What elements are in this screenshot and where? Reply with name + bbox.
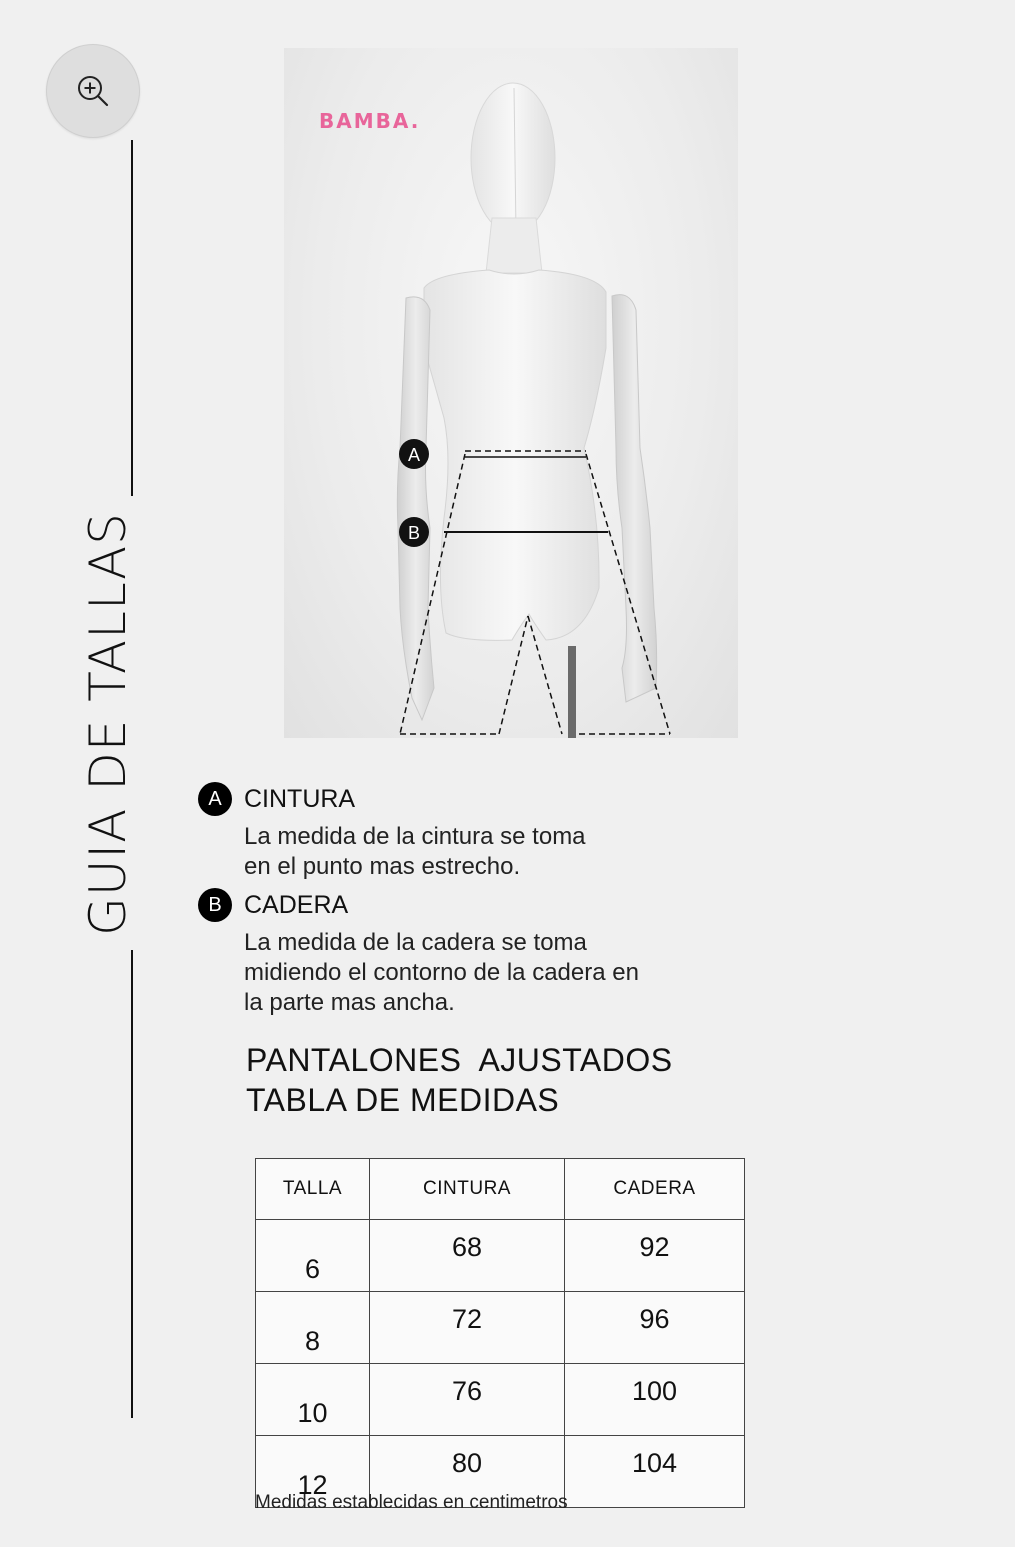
table-header-row — [256, 1159, 745, 1220]
brand-logo: BAMBA. — [319, 109, 421, 133]
table-row — [256, 1220, 745, 1292]
desc-line: en el punto mas estrecho. — [244, 853, 521, 880]
desc-line: midiendo el contorno de la cadera en — [244, 959, 639, 986]
zoom-button[interactable] — [46, 44, 140, 138]
header-cintura: CINTURA — [370, 1159, 565, 1220]
measure-cintura — [198, 782, 758, 882]
measure-name: CADERA — [244, 890, 349, 919]
table-title-line-2: TABLA DE MEDIDAS — [246, 1082, 560, 1118]
measure-name: CINTURA — [244, 784, 356, 813]
desc-line: La medida de la cintura se toma — [244, 823, 586, 850]
footnote: Medidas establecidas en centimetros — [255, 1492, 568, 1513]
divider-line-top — [131, 140, 133, 496]
table-row — [256, 1292, 745, 1364]
table-row — [256, 1364, 745, 1436]
marker-b — [399, 517, 429, 547]
cell-cadera: 104 — [565, 1436, 745, 1508]
side-title: GUIA DE TALLAS — [79, 512, 137, 936]
cell-talla: 6 — [256, 1220, 370, 1292]
desc-line: La medida de la cadera se toma — [244, 929, 587, 956]
header-talla: TALLA — [256, 1159, 370, 1220]
measure-description — [244, 928, 758, 1018]
badge-b: B — [198, 888, 232, 922]
svg-text:A: A — [407, 445, 421, 465]
mannequin-photo — [284, 48, 738, 738]
measure-cadera — [198, 888, 758, 1018]
cell-cadera: 100 — [565, 1364, 745, 1436]
cell-cintura: 72 — [370, 1292, 565, 1364]
cell-cadera: 96 — [565, 1292, 745, 1364]
divider-line-bottom — [131, 950, 133, 1418]
badge-a: A — [198, 782, 232, 816]
cell-cintura: 76 — [370, 1364, 565, 1436]
header-cadera: CADERA — [565, 1159, 745, 1220]
svg-text:B: B — [407, 523, 421, 543]
zoom-in-icon — [73, 71, 113, 111]
marker-a — [399, 439, 429, 469]
cell-talla: 8 — [256, 1292, 370, 1364]
mannequin-head — [471, 83, 555, 233]
cell-talla: 12 — [256, 1436, 370, 1508]
mannequin-torso — [424, 270, 606, 640]
mannequin-left-arm — [397, 297, 434, 720]
cell-cintura: 80 — [370, 1436, 565, 1508]
measure-description — [244, 822, 758, 882]
cell-talla: 10 — [256, 1364, 370, 1436]
table-title — [246, 1040, 673, 1120]
mannequin-right-arm — [612, 295, 657, 702]
cell-cintura: 68 — [370, 1220, 565, 1292]
desc-line: la parte mas ancha. — [244, 989, 455, 1016]
cell-cadera: 92 — [565, 1220, 745, 1292]
size-table — [255, 1158, 745, 1508]
table-title-line-1: PANTALONES AJUSTADOS — [246, 1042, 673, 1078]
mannequin-stand — [568, 646, 576, 738]
